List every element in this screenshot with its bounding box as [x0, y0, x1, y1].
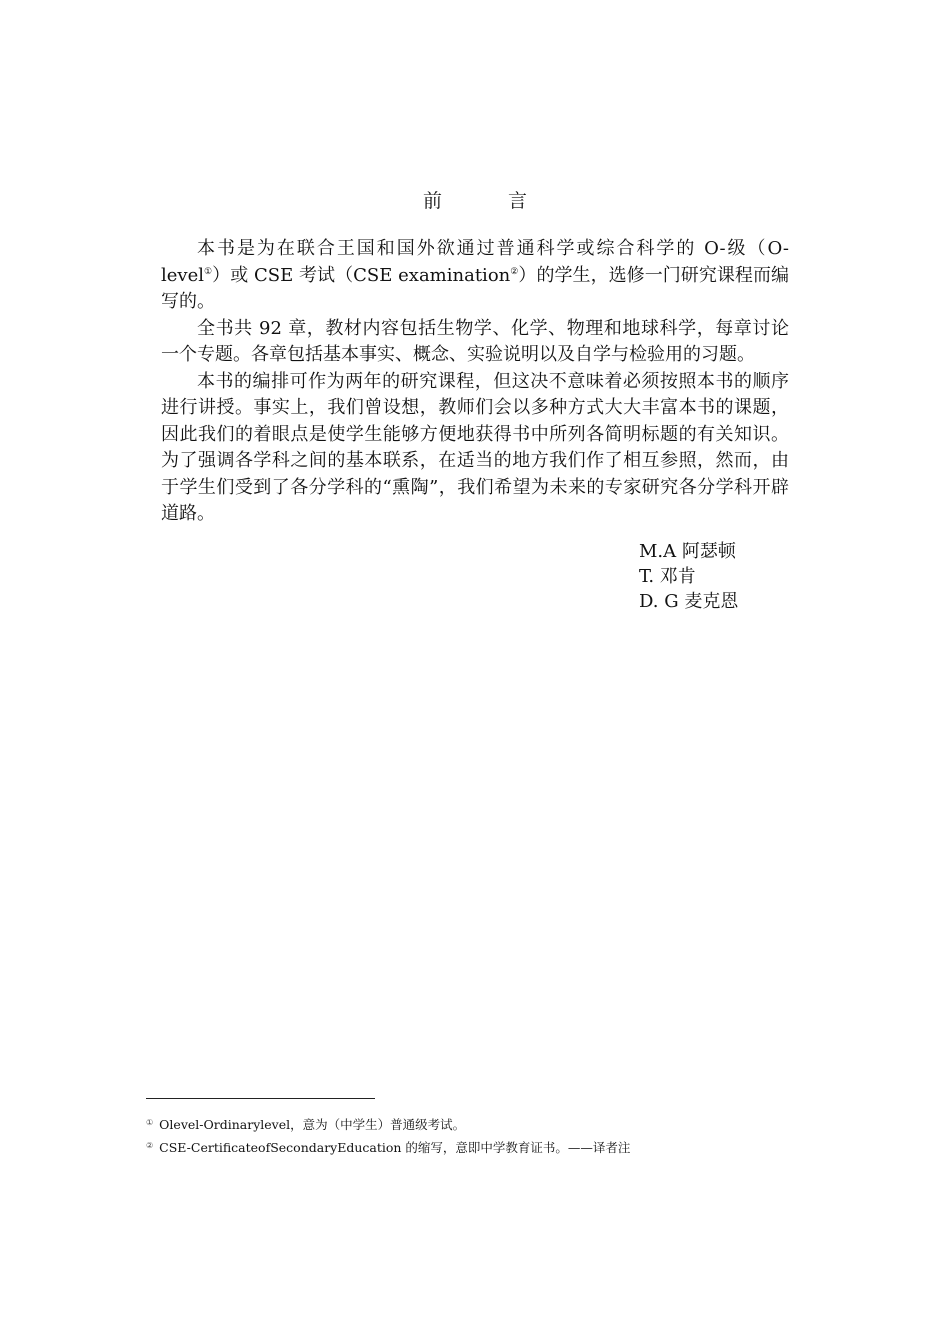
footnotes	[146, 1112, 630, 1158]
author-signatures	[639, 539, 738, 614]
page-title: 前 言	[422, 190, 558, 212]
author-name: D. G 麦克恩	[639, 591, 739, 612]
footnote-marker: ①	[146, 1118, 154, 1127]
paragraph-1-text-c: ）的学生，选修一门研究课程而编写的。	[161, 264, 789, 312]
paragraph-1-text-a: 本书是为在联合王国和国外欲通过普通科学或综合科学的 O-级（O-level	[161, 238, 789, 286]
author-name: T. 邓肯	[639, 566, 696, 587]
footnote-ref-2[interactable]: ②	[510, 266, 519, 277]
paragraph-1-text-b: ）或 CSE 考试（CSE examination	[212, 264, 511, 286]
paragraph-1	[161, 236, 789, 316]
footnote-text: CSE-CertificateofSecondaryEducation 的缩写，意即中学教育证书。——译者注	[159, 1140, 631, 1155]
paragraph-2: 全书共 92 章，教材内容包括生物学、化学、物理和地球科学，每章讨论一个专题。各章包括基本事实、概念、实验说明以及自学与检验用的习题。	[161, 317, 789, 365]
footnote-ref-1[interactable]: ①	[204, 266, 213, 277]
footnote-2	[146, 1135, 630, 1158]
author-name: M.A 阿瑟顿	[639, 541, 736, 562]
footnote-1	[146, 1112, 630, 1135]
preface-body	[161, 236, 789, 528]
footnote-divider	[146, 1098, 375, 1099]
footnote-text: Olevel-Ordinarylevel，意为（中学生）普通级考试。	[159, 1117, 466, 1132]
paragraph-3: 本书的编排可作为两年的研究课程，但这决不意味着必须按照本书的顺序进行讲授。事实上，我们曾设想，教师们会以多种方式大大丰富本书的课题，因此我们的着眼点是使学生能够方便地获得书中所列各简明标题的有关知识。为了强调各学科之间的基本联系，在适当的地方我们作了相互参照，然而，由于学生们受到了各分学科的“熏陶”，我们希望为未来的专家研究各分学科开辟道路。	[161, 370, 789, 524]
footnote-marker: ②	[146, 1141, 154, 1150]
